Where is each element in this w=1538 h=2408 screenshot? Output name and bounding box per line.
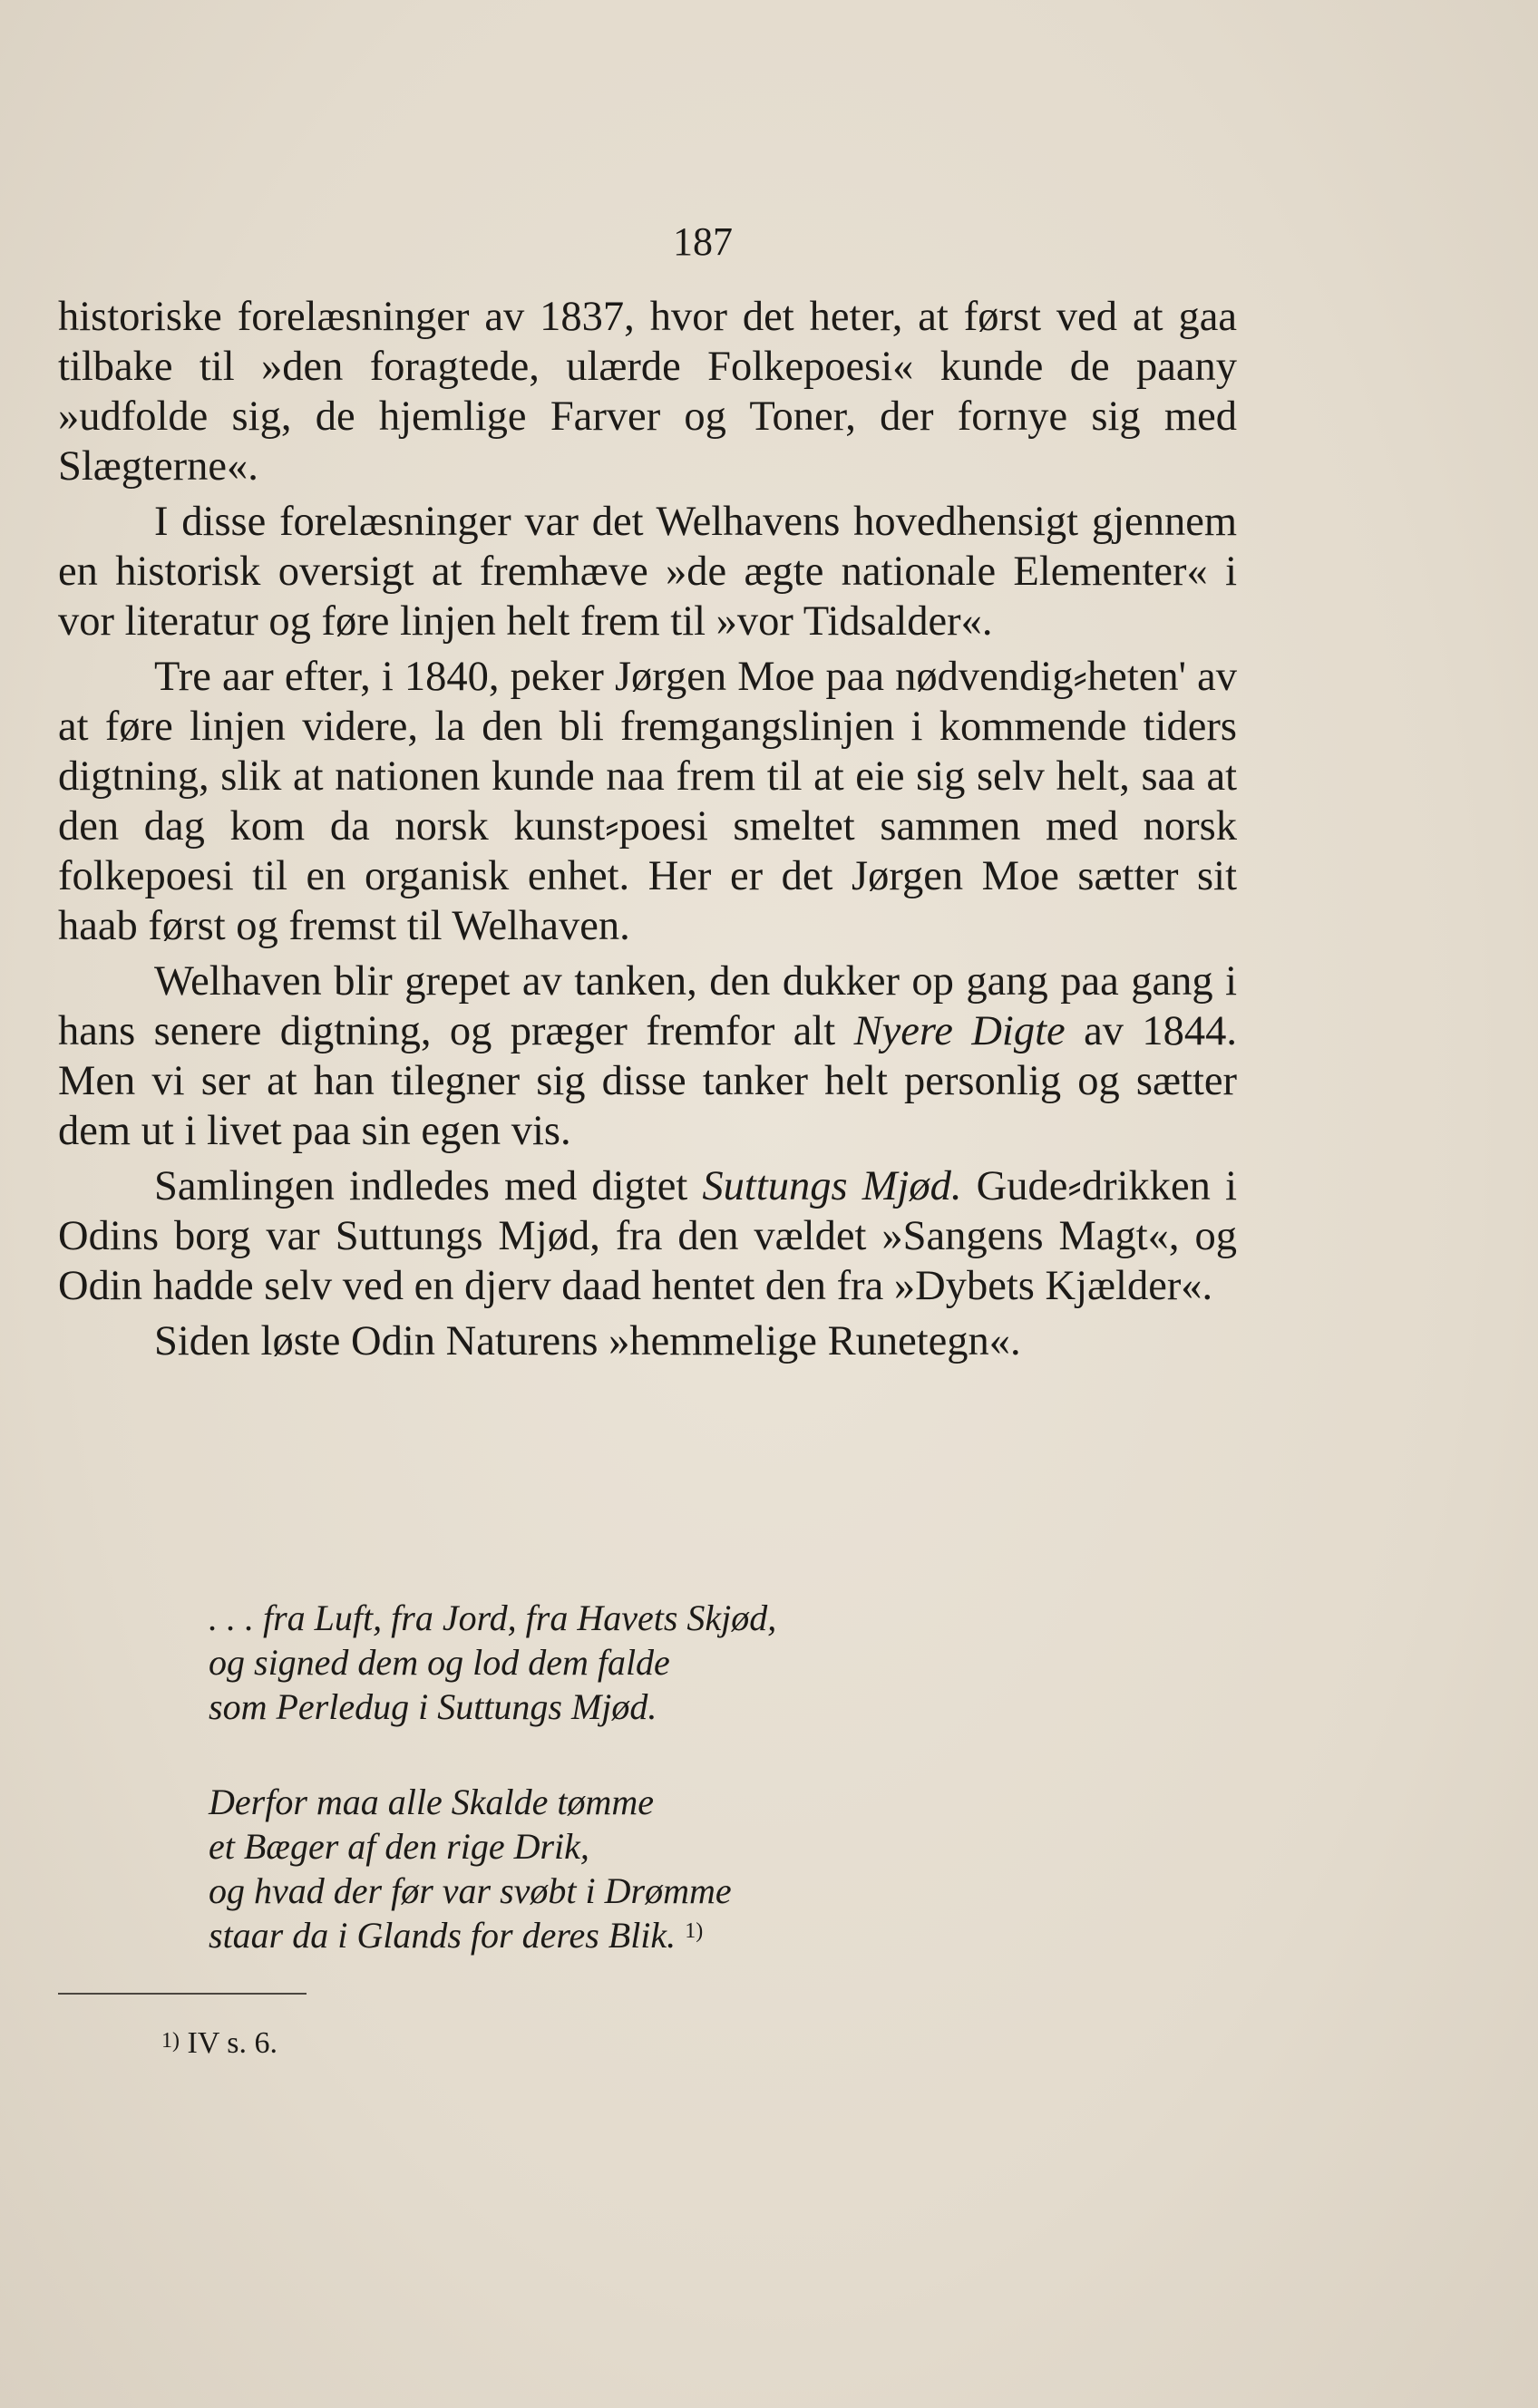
verse-line-text: staar da i Glands for deres Blik. xyxy=(209,1915,677,1956)
poem-title-suttungs-mjod: Suttungs Mjød. xyxy=(702,1163,962,1209)
paragraph-4-text-after: av 1844. Men vi ser at han tilegner sig disse tanker helt personlig og sætter dem ut i livet paa sin egen vis. xyxy=(58,1008,1237,1154)
paragraph-3: Tre aar efter, i 1840, peker Jørgen Moe paa nødvendig⸗heten' av at føre linjen videre, la den bli fremgangslinjen i kommende tiders digtning, slik at nationen kunde naa frem til at eie sig selv helt, saa at den dag kom da norsk kunst⸗poesi smeltet sammen med norsk folkepoesi til en organisk enhet. Her er det Jørgen Moe sætter sit haab først og fremst til Welhaven. xyxy=(58,654,1237,949)
paragraph-5-text-before: Samlingen indledes med digtet xyxy=(154,1163,703,1209)
footnote-text: IV s. 6. xyxy=(187,2026,277,2060)
body-text xyxy=(58,292,1237,1372)
paragraph-5 xyxy=(58,1161,1237,1311)
footnote xyxy=(161,2025,277,2064)
verse-line: . . . fra Luft, fra Jord, fra Havets Skjød, xyxy=(209,1597,777,1638)
verse-line xyxy=(209,1913,1025,1957)
verse-line: Derfor maa alle Skalde tømme xyxy=(209,1782,655,1822)
paragraph-6: Siden løste Odin Naturens »hemmelige Runetegn«. xyxy=(154,1318,1021,1364)
paragraph-4 xyxy=(58,956,1237,1156)
footnote-reference: 1) xyxy=(685,1919,704,1943)
paragraph-4-text-before: Welhaven blir grepet av tanken, den dukker op gang paa gang i hans senere digtning, og præger fremfor alt xyxy=(58,958,1237,1054)
paragraph-5-text-after: Gude⸗drikken i Odins borg var Suttungs Mjød, fra den vældet »Sangens Magt«, og Odin hadde selv ved en djerv daad hentet den fra »Dybets Kjælder«. xyxy=(58,1163,1237,1309)
page-number: 187 xyxy=(673,219,733,264)
paragraph-1: historiske forelæsninger av 1837, hvor det heter, at først ved at gaa tilbake til »den foragtede, ulærde Folkepoesi« kunde de paany »udfolde sig, de hjemlige Farver og Toner, der fornye sig med Slægterne«. xyxy=(58,294,1237,490)
verse-stanza-1 xyxy=(209,1596,1025,1729)
footnote-divider xyxy=(58,1993,307,1995)
verse-line: og signed dem og lod dem falde xyxy=(209,1642,670,1683)
verse-line: som Perledug i Suttungs Mjød. xyxy=(209,1686,657,1727)
paragraph-2: I disse forelæsninger var det Welhavens hovedhensigt gjennem en historisk oversigt at fremhæve »de ægte nationale Elementer« i vor literatur og føre linjen helt frem til »vor Tidsalder«. xyxy=(58,499,1237,645)
footnote-marker: 1) xyxy=(161,2029,180,2053)
verse-line: et Bæger af den rige Drik, xyxy=(209,1826,589,1867)
verse-stanza-2 xyxy=(209,1780,1025,1957)
book-title-nyere-digte: Nyere Digte xyxy=(853,1008,1066,1054)
verse-line: og hvad der før var svøbt i Drømme xyxy=(209,1870,732,1911)
